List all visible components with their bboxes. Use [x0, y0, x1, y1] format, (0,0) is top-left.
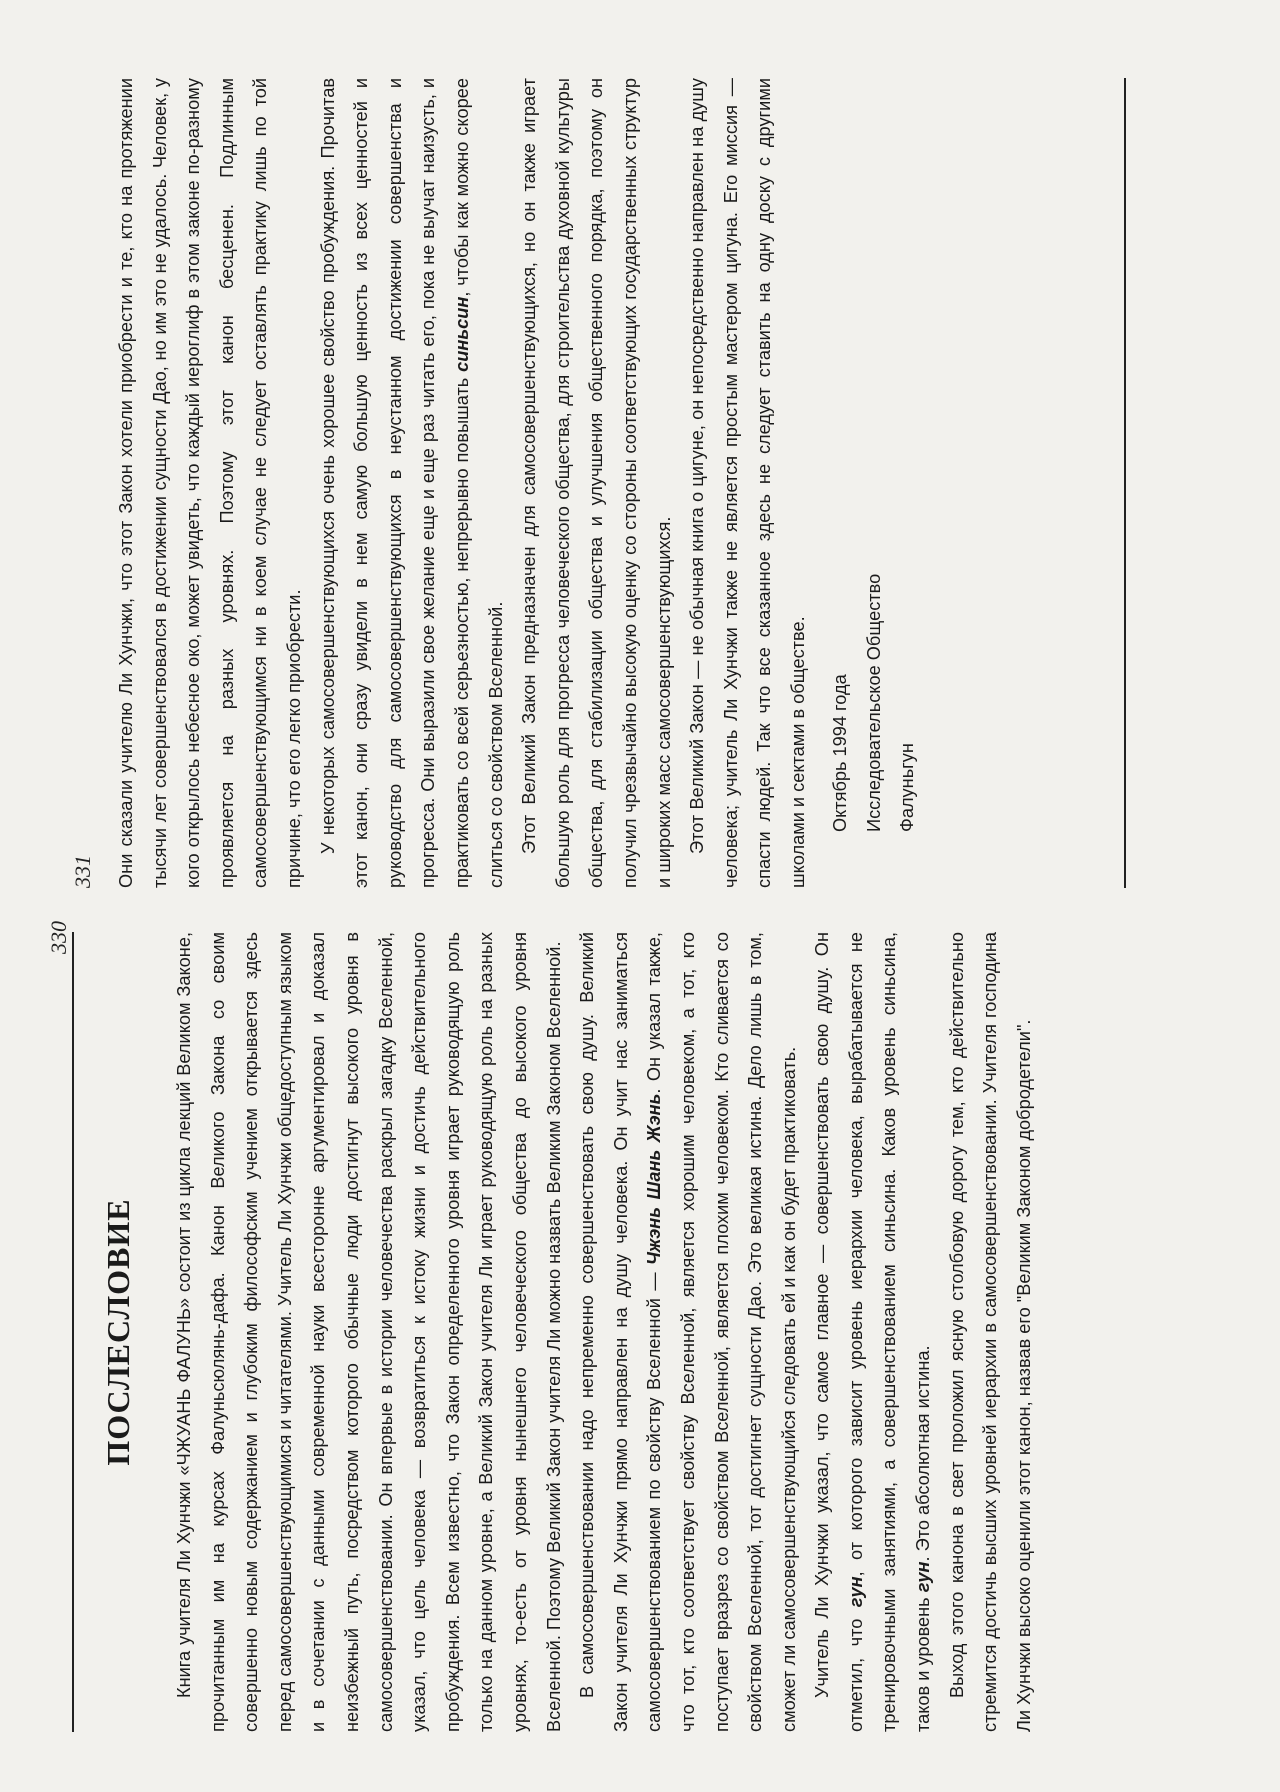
paragraph: У некоторых самосовершенствующихся очень хорошее свойство пробуждения. Прочитав этот канон, они сразу увидели в нем самую большую ценность из всех ценностей и руководство для самосовершенствующихся в неустанном достижении совершенства и прогресса. Они выразили свое желание еще и еще раз читать его, пока не выучат наизусть, и практиковать со всей серьезностью, непрерывно повышать синьсин, чтобы как можно скорее слиться со свойством Вселенной. [317, 78, 506, 888]
page-330 [0, 896, 1280, 1792]
paragraph: В самосовершенствовании надо непременно совершенствовать свою душу. Великий Закон учителя Ли Хунчжи прямо направлен на душу человека. Он учит нас заниматься самосовершенствованием по свойству Вселенной — Чжэнь Шань Жэнь. Он указал также, что тот, кто соответствует свойству Вселенной, является хорошим человеком, а тот, кто поступает вразрез со свойством Вселенной, является плохим человеком. Кто сливается со свойством Вселенной, тот достигнет сущности Дао. Это великая истина. Дело лишь в том, сможет ли самосовершенствующийся следовать ей и как он будет практиковать. [577, 932, 799, 1732]
page-number: 330 [46, 921, 71, 954]
emphasis: гун [845, 1576, 866, 1608]
paragraph: Книга учителя Ли Хунчжи «ЧЖУАНЬ ФАЛУНЬ» состоит из цикла лекций Великом Законе, прочитанным им на курсах Фалуньсюлянь-дафа. Канон Великого Закона со своим совершенно новым содержанием и глубоким философским учением открывается здесь перед самосовершенствующимися и читателями. Учитель Ли Хунчжи общедоступным языком и в сочетании с данными современной науки всесторонне аргументировал и доказал неизбежный путь, посредством которого обычные люди достигнут высокого уровня в самосовершенствовании. Он впервые в истории человечества раскрыл загадку Вселенной, указал, что цель человека — возвратиться к истоку жизни и достичь действительного пробуждения. Всем известно, что Закон определенного уровня играет руководящую роль только на данном уровне, а Великий Закон учителя Ли играет руководящую роль на разных уровнях, то-есть от уровня нынешнего человеческого общества до высокого уровня Вселенной. Поэтому Великий Закон учителя Ли можно назвать Великим Законом Вселенной. [174, 932, 564, 1732]
footer-rule [1124, 78, 1126, 888]
paragraph: Этот Великий Закон предназначен для самосовершенствующихся, но он также играет большую роль для прогресса человеческого общества, для строительства духовной культуры общества, для стабилизации общества и улучшения общественного порядка, поэтому он получил чрезвычайно высокую оценку со стороны соответствующих государственных структур и широких масс самосовершенствующихся. [519, 78, 674, 888]
paragraph: Учитель Ли Хунчжи указал, что самое главное — совершенствовать свою душу. Он отметил, что гун, от которого зависит уровень иерархии человека, вырабатывается не тренировочными занятиями, а совершенствованием синьсина. Каков уровень синьсина, таков и уровень гун. Это абсолютная истина. [812, 932, 934, 1732]
page-text [168, 932, 1041, 1732]
paragraph: Этот Великий Закон — не обычная книга о цигуне, он непосредственно направлен на душу человека; учитель Ли Хунчжи также не является простым мастером цигуна. Его миссия — спасти людей. Так что все сказанное здесь не следует ставить на одну доску с другими школами и сектами в обществе. [687, 78, 808, 888]
emphasis: гун [913, 1561, 934, 1593]
chapter-title: ПОСЛЕСЛОВИЕ [100, 1198, 136, 1466]
emphasis: Чжэнь Шань Жэнь [644, 1093, 665, 1266]
header-rule [72, 932, 74, 1732]
signature-name: Фалуньгун [897, 743, 918, 832]
page-number: 331 [70, 855, 95, 888]
signature-date: Октябрь 1994 года [830, 674, 850, 832]
paragraph: Выход этого канона в свет проложил ясную столбовую дорогу тем, кто действительно стремится достичь высших уровней иерархии в самосовершенствовании. Учителя господина Ли Хунчжи высоко оценили этот канон, назвав его "Великим Законом добродетели". [946, 932, 1034, 1732]
page-text [110, 78, 815, 888]
signature-organization: Исследовательское Общество [863, 573, 884, 832]
signature-block [824, 574, 925, 832]
emphasis: синьсин [451, 296, 472, 372]
paragraph: Они сказали учителю Ли Хунчжи, что этот Закон хотели приобрести и те, кто на протяжении тысячи лет совершенствовался в достижении сущности Дао, но им это не удалось. Человек, у кого открылось небесное око, может увидеть, что каждый иероглиф в этом законе по-разному проявляется на разных уровнях. Поэтому этот канон бесценен. Подлинным самосовершенствующимся ни в коем случае не следует оставлять практику лишь по той причине, что его легко приобрести. [116, 78, 304, 888]
